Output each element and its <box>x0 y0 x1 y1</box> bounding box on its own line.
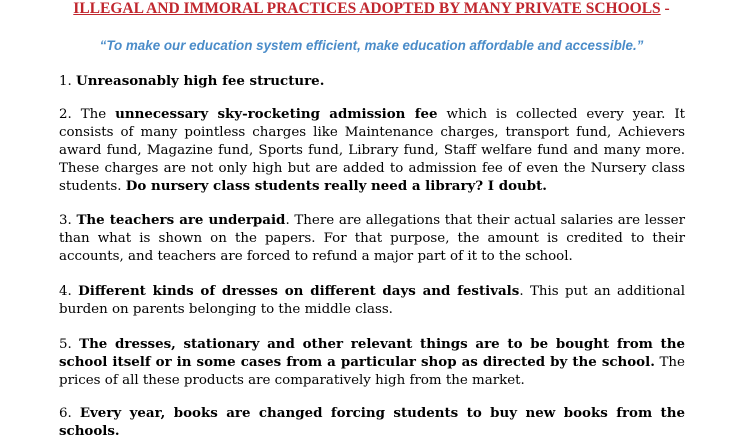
list-item-1 <box>59 73 685 91</box>
document-title <box>0 0 743 18</box>
item-bold-text: The teachers are underpaid <box>76 212 286 228</box>
item-number: 4. <box>59 284 79 299</box>
item-number: 1. <box>59 74 77 89</box>
title-suffix: - <box>660 0 670 17</box>
item-number: 2. The <box>59 107 116 122</box>
list-item-4 <box>59 283 685 319</box>
tagline-quote: “To make our education system efficient, make education affordable and accessible.” <box>99 38 644 53</box>
item-number: 6. <box>59 406 80 421</box>
item-number: 5. <box>59 337 80 352</box>
item-number: 3. <box>59 213 77 228</box>
item-bold-text: The dresses, stationary and other relevant things are to be bought from the school itself or in some cases from a particular shop as directed by the school. <box>59 336 685 370</box>
item-bold-text: unnecessary sky-rocketing admission fee <box>115 106 438 122</box>
item-text: . This put an additional burden on parents belonging to the middle class. <box>59 284 685 317</box>
list-item-2 <box>59 106 685 196</box>
item-text: . There are allegations that their actual salaries are lesser than what is shown on the papers. For that purpose, the amount is credited to their accounts, and teachers are forced to refund a major part of it to the school. <box>59 213 685 264</box>
item-bold-question: Do nursery class students really need a library? I doubt. <box>125 177 547 194</box>
item-bold-text: Every year, books are changed forcing students to buy new books from the schools. <box>59 405 685 439</box>
item-bold-text: Different kinds of dresses on different days and festivals <box>78 283 520 299</box>
list-item-3 <box>59 212 685 266</box>
list-item-5 <box>59 336 685 390</box>
item-text: which is collected every year. It consists of many pointless charges like Maintenance charges, transport fund, Achievers award fund, Magazine fund, Sports fund, Library fund, Staff welfare fund and many more. These charges are not only high but are added to admission fee of even the Nursery class students. <box>59 107 685 194</box>
item-bold-text: Unreasonably high fee structure. <box>76 73 325 89</box>
title-text: ILLEGAL AND IMMORAL PRACTICES ADOPTED BY MANY PRIVATE SCHOOLS <box>73 0 661 17</box>
item-text: The prices of all these products are comparatively high from the market. <box>59 354 685 388</box>
list-item-6 <box>59 405 685 441</box>
